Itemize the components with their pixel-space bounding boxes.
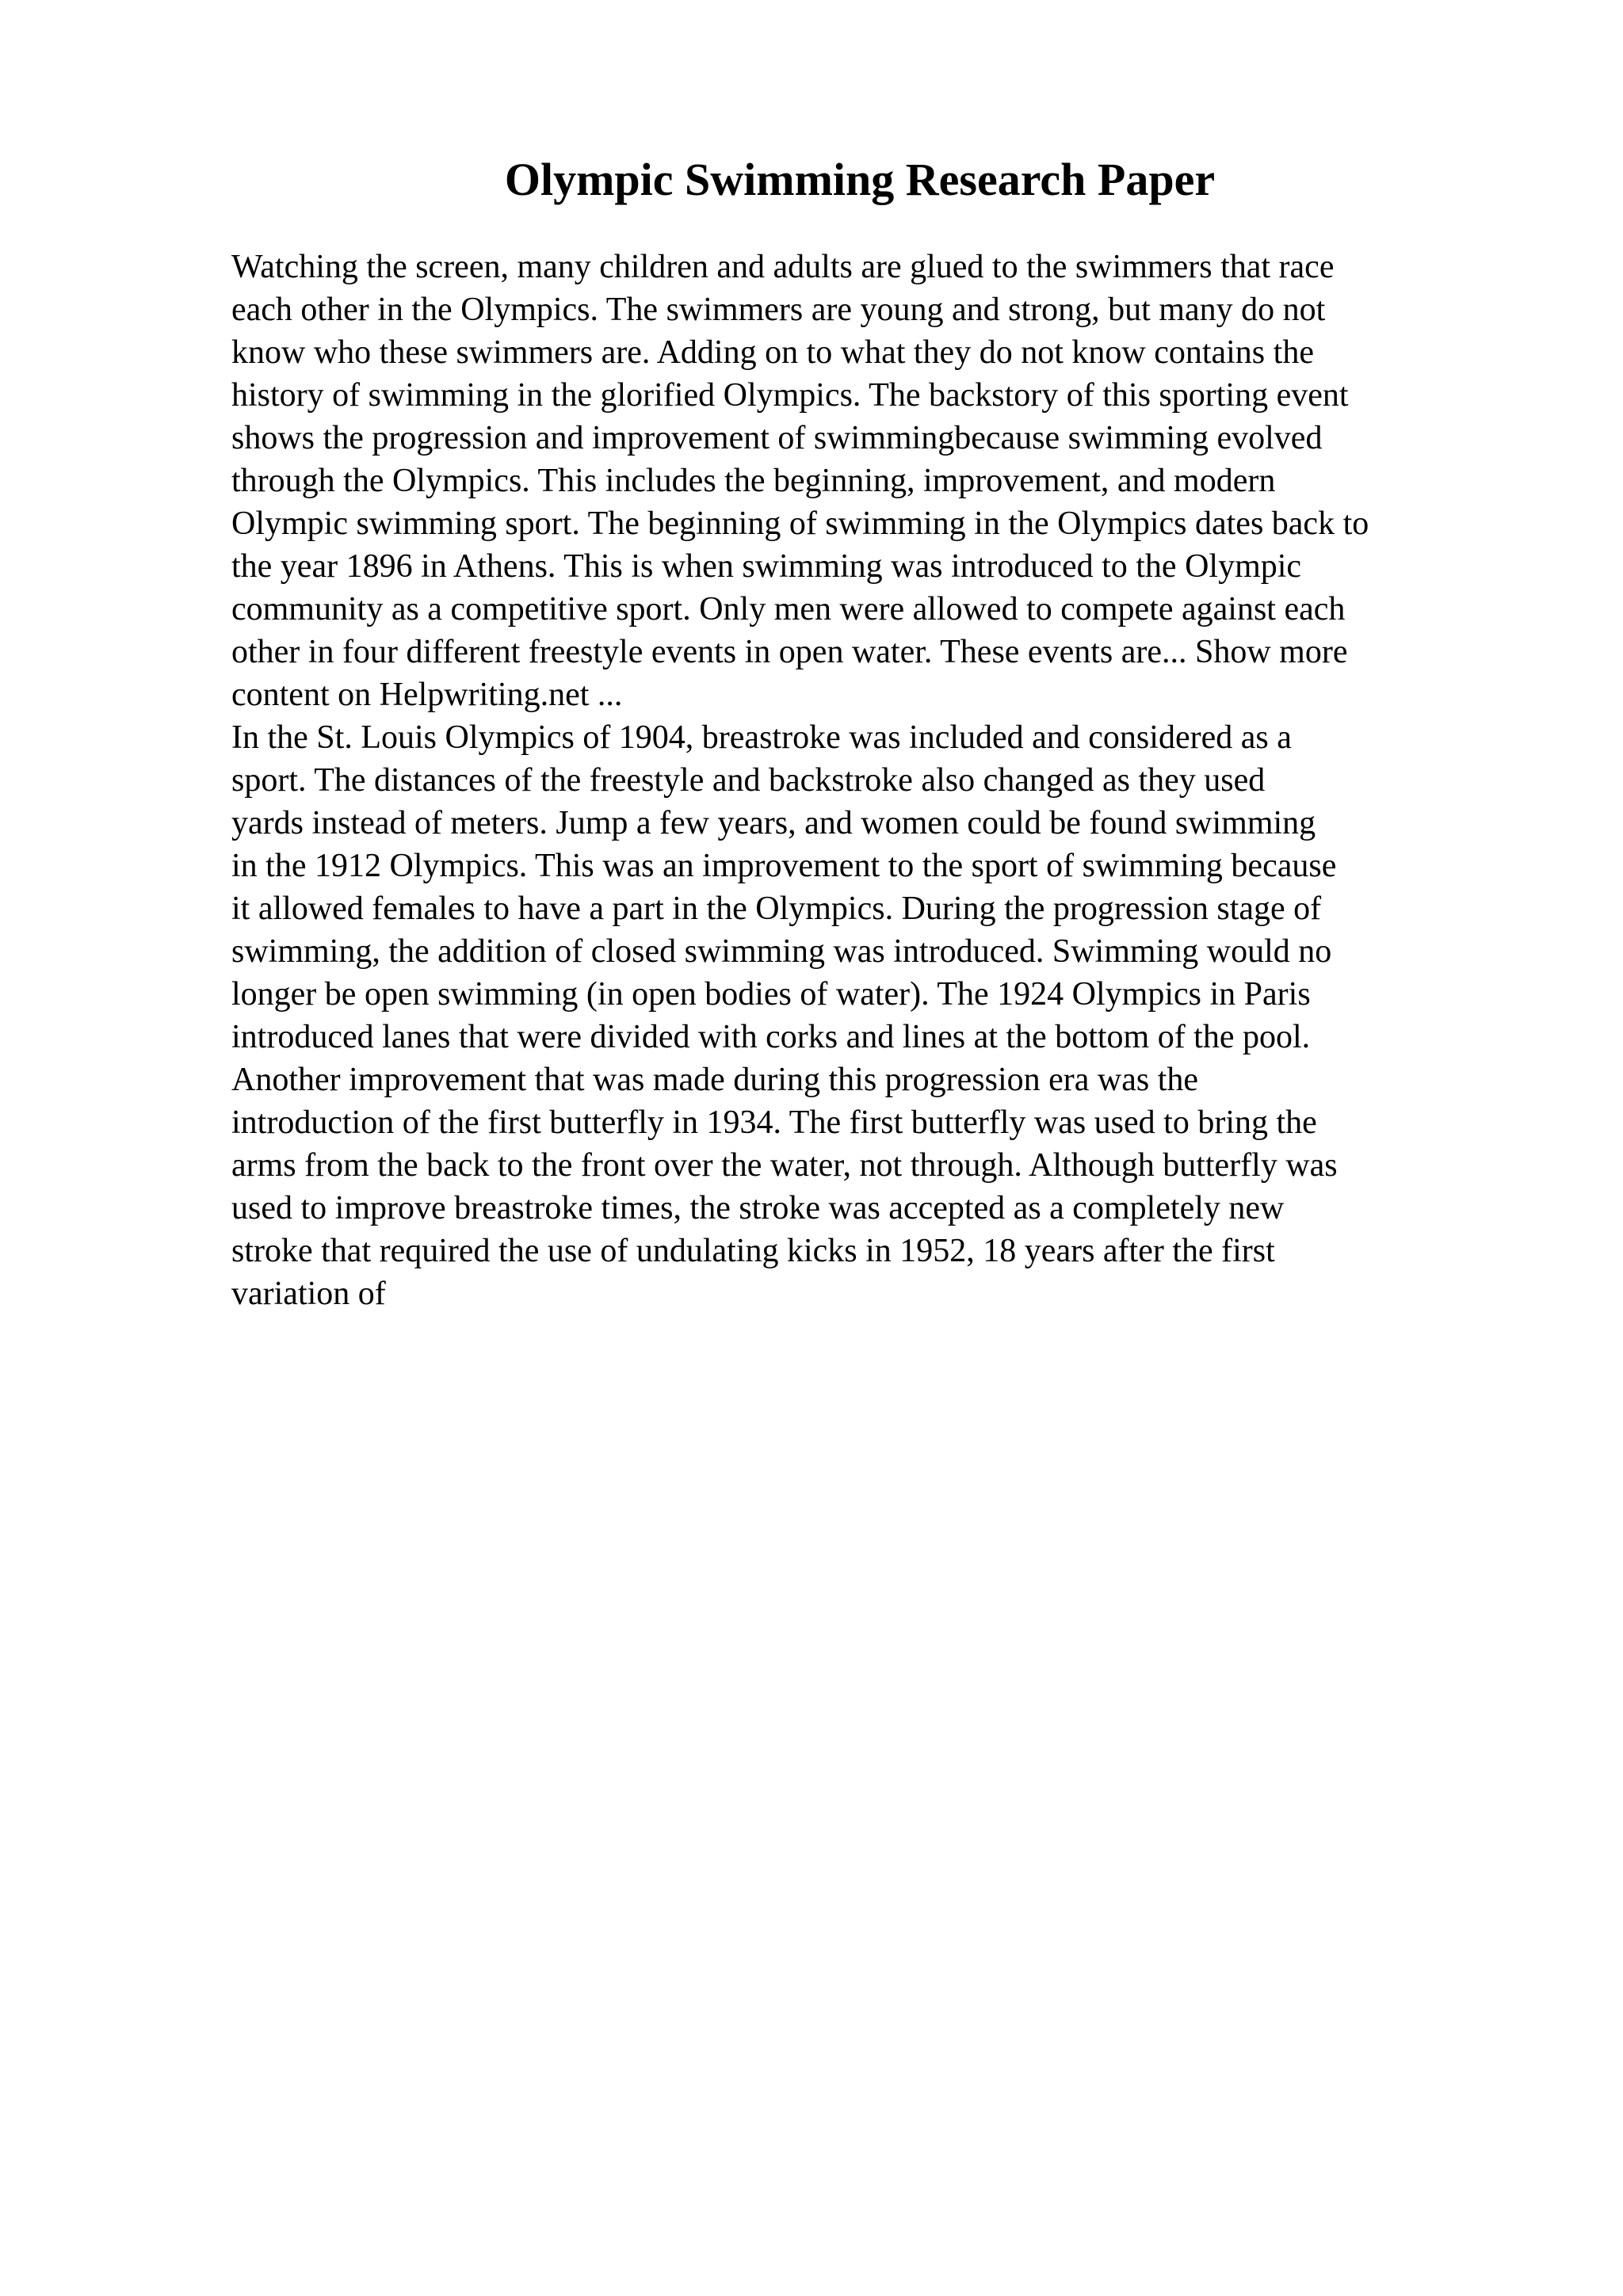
text-line: each other in the Olympics. The swimmers are young and strong, but many do not	[231, 292, 1326, 328]
text-line: through the Olympics. This includes the beginning, improvement, and modern	[231, 463, 1276, 499]
text-line: history of swimming in the glorified Olympics. The backstory of this sporting event	[231, 377, 1349, 414]
text-line: introduced lanes that were divided with corks and lines at the bottom of the pool.	[231, 1019, 1311, 1055]
paragraph-progression	[231, 716, 1531, 1315]
text-line: Watching the screen, many children and adults are glued to the swimmers that race	[231, 249, 1335, 285]
text-line: other in four different freestyle events in open water. These events are... Show more	[231, 634, 1348, 670]
text-line: stroke that required the use of undulating kicks in 1952, 18 years after the first	[231, 1233, 1275, 1269]
text-line: community as a competitive sport. Only men were allowed to compete against each	[231, 591, 1346, 627]
text-line: content on Helpwriting.net ...	[231, 677, 623, 713]
text-line: variation of	[231, 1276, 386, 1312]
text-line: swimming, the addition of closed swimming was introduced. Swimming would no	[231, 933, 1332, 970]
text-line: Olympic swimming sport. The beginning of swimming in the Olympics dates back to	[231, 505, 1369, 542]
page-title: Olympic Swimming Research Paper	[504, 154, 1216, 205]
text-line: the year 1896 in Athens. This is when swimming was introduced to the Olympic	[231, 548, 1302, 585]
text-line: arms from the back to the front over the water, not through. Although butterfly was	[231, 1147, 1338, 1184]
text-line: yards instead of meters. Jump a few years, and women could be found swimming	[231, 805, 1316, 841]
text-line: in the 1912 Olympics. This was an improvement to the sport of swimming because	[231, 848, 1337, 884]
text-line: introduction of the first butterfly in 1934. The first butterfly was used to bring the	[231, 1104, 1317, 1141]
text-line: used to improve breastroke times, the stroke was accepted as a completely new	[231, 1190, 1285, 1226]
text-line: Another improvement that was made during this progression era was the	[231, 1062, 1199, 1098]
text-line: know who these swimmers are. Adding on to what they do not know contains the	[231, 334, 1314, 371]
text-line: longer be open swimming (in open bodies of water). The 1924 Olympics in Paris	[231, 976, 1311, 1013]
text-line: it allowed females to have a part in the Olympics. During the progression stage of	[231, 891, 1322, 927]
paragraph-intro	[231, 246, 1531, 716]
document-body	[231, 246, 1531, 1315]
text-line: In the St. Louis Olympics of 1904, breastroke was included and considered as a	[231, 719, 1292, 756]
text-line: shows the progression and improvement of swimmingbecause swimming evolved	[231, 420, 1323, 456]
text-line: sport. The distances of the freestyle and backstroke also changed as they used	[231, 762, 1266, 799]
